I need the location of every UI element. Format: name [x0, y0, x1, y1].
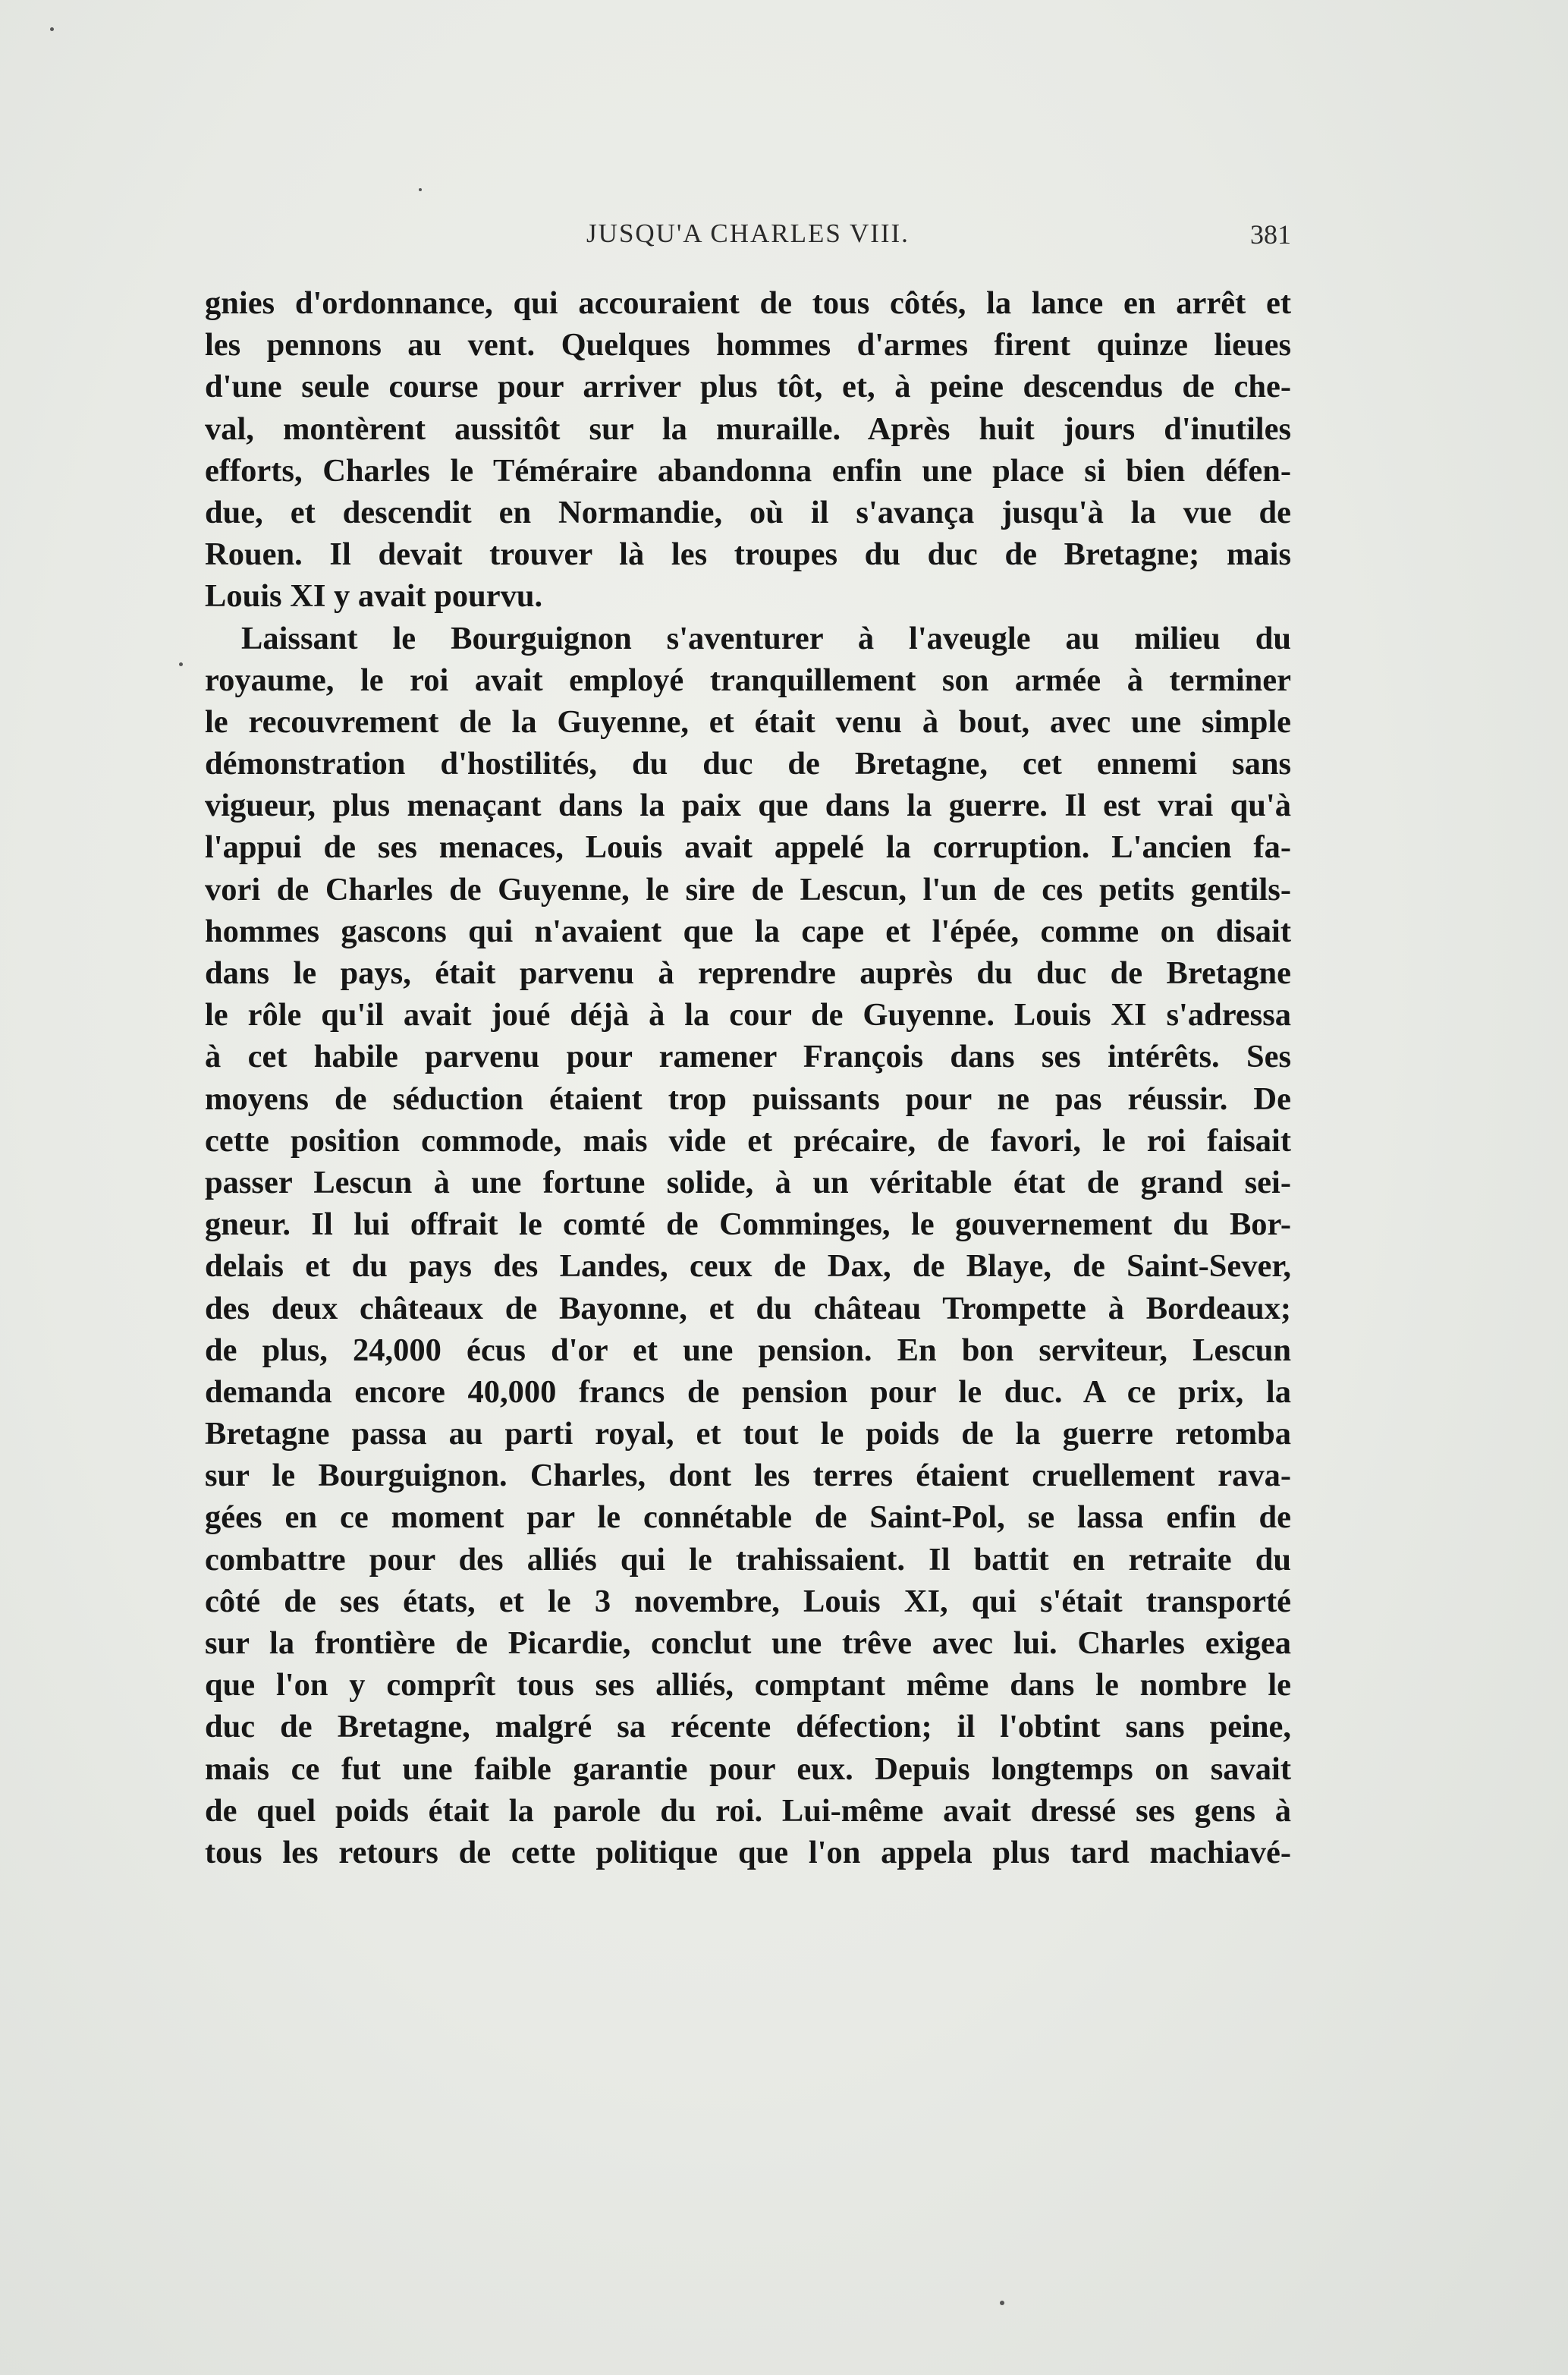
text-line: Louis XI y avait pourvu. [205, 578, 543, 615]
text-line: hommes gascons qui n'avaient que la cape et l'épée, comme on disait [205, 913, 1291, 949]
text-line: gées en ce moment par le connétable de Saint-Pol, se lassa enfin de [205, 1499, 1291, 1536]
text-line: val, montèrent aussitôt sur la muraille. Après huit jours d'inutiles [205, 411, 1291, 447]
text-line: l'appui de ses menaces, Louis avait appelé la corruption. L'ancien fa- [205, 829, 1291, 866]
text-line: Laissant le Bourguignon s'aventurer à l'aveugle au milieu du [241, 620, 1291, 656]
text-line: le recouvrement de la Guyenne, et était venu à bout, avec une simple [205, 703, 1291, 740]
text-line: les pennons au vent. Quelques hommes d'armes firent quinze lieues [205, 327, 1291, 363]
text-line: tous les retours de cette politique que l'on appela plus tard machiavé- [205, 1834, 1291, 1870]
paragraph-1 [205, 282, 1291, 618]
text-line: delais et du pays des Landes, ceux de Dax, de Blaye, de Saint-Sever, [205, 1248, 1291, 1285]
text-line: Bretagne passa au parti royal, et tout le poids de la guerre retomba [205, 1416, 1291, 1452]
text-line: demanda encore 40,000 francs de pension pour le duc. A ce prix, la [205, 1373, 1291, 1410]
text-line: de plus, 24,000 écus d'or et une pension. En bon serviteur, Lescun [205, 1332, 1291, 1368]
text-line: démonstration d'hostilités, du duc de Bretagne, cet ennemi sans [205, 746, 1291, 782]
text-line: côté de ses états, et le 3 novembre, Louis XI, qui s'était transporté [205, 1583, 1291, 1619]
text-line: gneur. Il lui offrait le comté de Comminges, le gouvernement du Bor- [205, 1206, 1291, 1243]
text-line: duc de Bretagne, malgré sa récente défection; il l'obtint sans peine, [205, 1709, 1291, 1745]
text-line: le rôle qu'il avait joué déjà à la cour de Guyenne. Louis XI s'adressa [205, 997, 1291, 1033]
running-head [205, 219, 1291, 256]
text-line: que l'on y comprît tous ses alliés, comptant même dans le nombre le [205, 1667, 1291, 1703]
text-line: des deux châteaux de Bayonne, et du château Trompette à Bordeaux; [205, 1290, 1291, 1326]
body-text [205, 282, 1291, 1873]
text-line: moyens de séduction étaient trop puissants pour ne pas réussir. De [205, 1081, 1291, 1117]
text-line: royaume, le roi avait employé tranquillement son armée à terminer [205, 662, 1291, 698]
text-line: vori de Charles de Guyenne, le sire de Lescun, l'un de ces petits gentils- [205, 871, 1291, 908]
text-line: Rouen. Il devait trouver là les troupes du duc de Bretagne; mais [205, 536, 1291, 573]
text-line: vigueur, plus menaçant dans la paix que dans la guerre. Il est vrai qu'à [205, 788, 1291, 824]
print-speck [419, 188, 422, 191]
page-number: 381 [1250, 219, 1291, 250]
text-line: mais ce fut une faible garantie pour eux. Depuis longtemps on savait [205, 1751, 1291, 1787]
print-speck [179, 662, 183, 666]
paragraph-2 [205, 618, 1291, 1874]
text-line: d'une seule course pour arriver plus tôt, et, à peine descendus de che- [205, 369, 1291, 405]
text-line: sur le Bourguignon. Charles, dont les terres étaient cruellement rava- [205, 1458, 1291, 1494]
text-line: cette position commode, mais vide et précaire, de favori, le roi faisait [205, 1122, 1291, 1159]
text-line: due, et descendit en Normandie, où il s'avança jusqu'à la vue de [205, 494, 1291, 530]
text-line: de quel poids était la parole du roi. Lui-même avait dressé ses gens à [205, 1792, 1291, 1829]
text-line: gnies d'ordonnance, qui accouraient de tous côtés, la lance en arrêt et [205, 285, 1291, 321]
print-speck [1000, 2301, 1004, 2305]
print-speck [50, 27, 54, 31]
text-line: à cet habile parvenu pour ramener François dans ses intérêts. Ses [205, 1039, 1291, 1075]
text-line: efforts, Charles le Téméraire abandonna enfin une place si bien défen- [205, 452, 1291, 489]
text-line: dans le pays, était parvenu à reprendre auprès du duc de Bretagne [205, 955, 1291, 991]
running-title: JUSQU'A CHARLES VIII. [586, 219, 910, 248]
text-line: passer Lescun à une fortune solide, à un véritable état de grand sei- [205, 1164, 1291, 1200]
text-line: sur la frontière de Picardie, conclut une trêve avec lui. Charles exigea [205, 1625, 1291, 1661]
text-line: combattre pour des alliés qui le trahissaient. Il battit en retraite du [205, 1541, 1291, 1578]
